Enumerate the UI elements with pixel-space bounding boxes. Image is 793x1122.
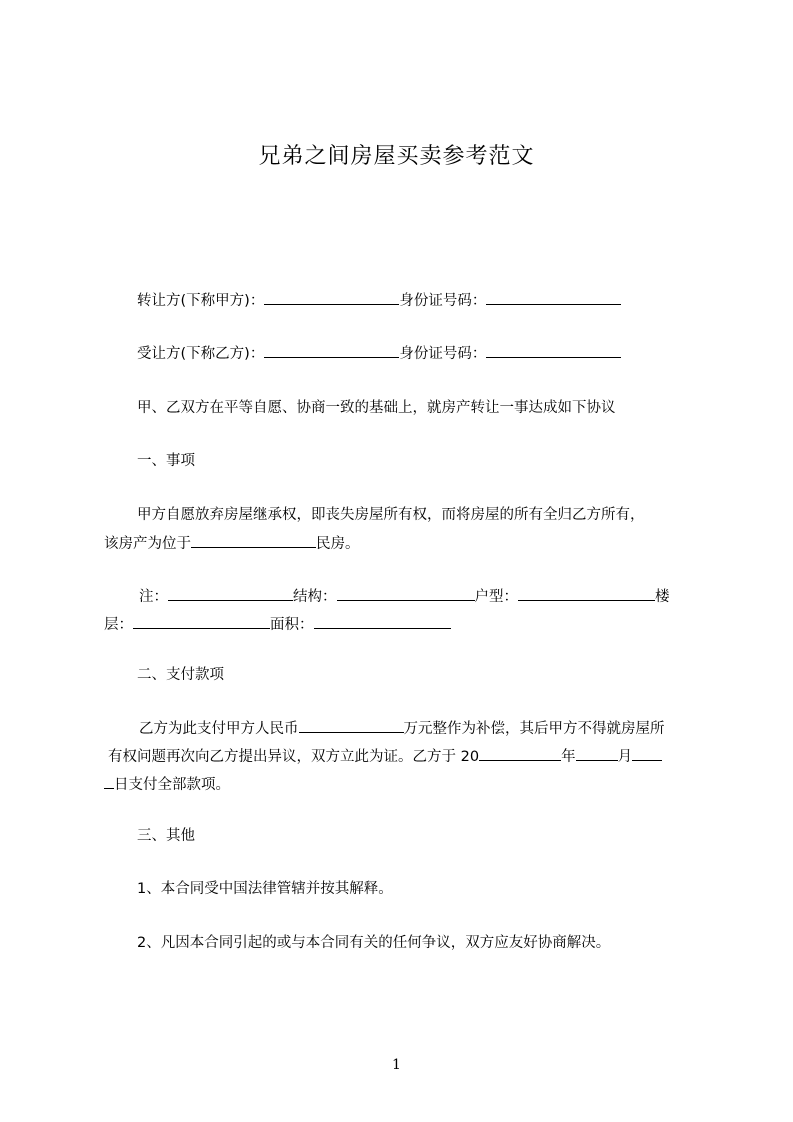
payment-amount-blank (299, 718, 404, 733)
layout-blank (518, 586, 655, 601)
payment-line2 (108, 746, 662, 767)
structure-blank (337, 586, 475, 601)
transferee-name-blank (264, 343, 399, 358)
payment-compensation-text: 万元整作为补偿，其后甲方不得就房屋所 (403, 721, 665, 737)
section2-heading: 二、支付款项 (137, 667, 224, 683)
layout-label: 户型： (474, 589, 518, 605)
location-blank (191, 533, 316, 548)
payment-year-label: 年 (561, 749, 576, 765)
payment-day-blank-part1 (632, 746, 662, 761)
transferor-line (137, 290, 621, 311)
floor-label-part2: 层： (104, 617, 133, 633)
payment-day-text: 日支付全部款项。 (114, 777, 230, 793)
note-blank (168, 586, 293, 601)
note-line (139, 586, 670, 607)
payment-line3 (104, 774, 230, 795)
transferee-label: 受让方(下称乙方)： (137, 346, 265, 362)
note-label: 注： (139, 589, 168, 605)
payment-day-blank-part2 (104, 774, 114, 789)
payment-amount-label: 乙方为此支付甲方人民币 (139, 721, 299, 737)
house-type-text: 民房。 (316, 536, 360, 552)
structure-label: 结构： (293, 589, 337, 605)
area-label: 面积： (270, 617, 314, 633)
document-title: 兄弟之间房屋买卖参考范文 (258, 144, 535, 169)
preamble-text: 甲、乙双方在平等自愿、协商一致的基础上，就房产转让一事达成如下协议 (137, 400, 616, 416)
transferee-line (137, 343, 621, 364)
section1-heading: 一、事项 (137, 453, 195, 469)
payment-year-blank (479, 746, 561, 761)
section1-para-line2 (104, 533, 360, 554)
area-blank (314, 614, 451, 629)
transferee-id-blank (486, 343, 621, 358)
section3-item1: 1、本合同受中国法律管辖并按其解释。 (137, 881, 393, 897)
section3-heading: 三、其他 (137, 828, 195, 844)
section1-para-line1: 甲方自愿放弃房屋继承权，即丧失房屋所有权，而将房屋的所有全归乙方所有， (137, 507, 645, 523)
payment-month-label: 月 (617, 749, 633, 765)
transferor-name-blank (264, 290, 399, 305)
page-number: 1 (392, 1057, 401, 1073)
payment-month-blank (576, 746, 618, 761)
location-label: 该房产为位于 (104, 536, 191, 552)
floor-label-part1: 楼 (655, 589, 670, 605)
floor-blank (133, 614, 270, 629)
transferor-label: 转让方(下称甲方)： (137, 293, 265, 309)
floor-area-line (104, 614, 451, 635)
payment-line1 (139, 718, 665, 739)
payment-date-prefix: 有权问题再次向乙方提出异议，双方立此为证。乙方于 20 (108, 749, 480, 765)
transferor-id-label: 身份证号码： (399, 293, 487, 309)
transferee-id-label: 身份证号码： (399, 346, 487, 362)
section3-item2: 2、凡因本合同引起的或与本合同有关的任何争议，双方应友好协商解决。 (137, 935, 611, 951)
transferor-id-blank (486, 290, 621, 305)
